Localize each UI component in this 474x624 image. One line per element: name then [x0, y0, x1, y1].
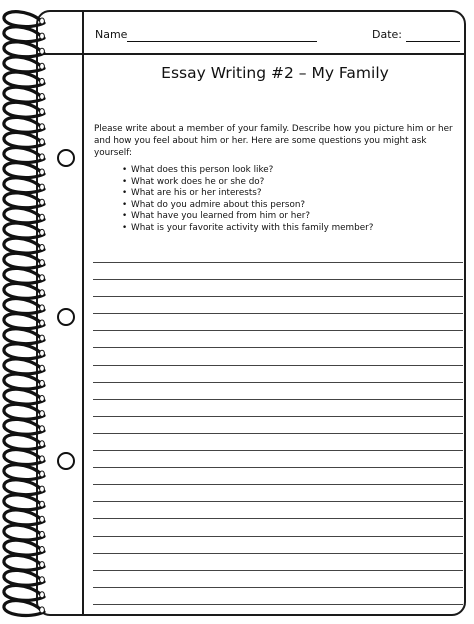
- writing-line: [93, 484, 463, 485]
- spiral-coil: [4, 510, 44, 525]
- spiral-coil: [4, 585, 44, 600]
- binding-hole: [40, 18, 45, 24]
- name-field[interactable]: [127, 41, 317, 42]
- writing-line: [93, 450, 463, 451]
- binding-hole: [40, 547, 45, 553]
- binding-hole: [40, 335, 45, 341]
- page-title: Essay Writing #2 – My Family: [161, 64, 389, 82]
- writing-line: [93, 570, 463, 571]
- spiral-coil: [4, 57, 44, 72]
- binding-hole: [40, 501, 45, 507]
- binding-hole: [40, 124, 45, 130]
- binding-hole: [40, 229, 45, 235]
- binding-hole: [40, 396, 45, 402]
- binding-hole: [40, 199, 45, 205]
- binding-hole: [40, 380, 45, 386]
- spiral-coil: [4, 132, 44, 147]
- question-text: What are his or her interests?: [131, 188, 262, 199]
- writing-line: [93, 382, 463, 383]
- spiral-coil: [4, 525, 44, 540]
- binding-hole: [40, 290, 45, 296]
- binding-hole: [40, 275, 45, 281]
- date-field[interactable]: [406, 41, 460, 42]
- binding-hole: [40, 260, 45, 266]
- date-label: Date:: [372, 28, 402, 41]
- spiral-coil: [4, 283, 44, 298]
- spiral-binding: [0, 0, 80, 624]
- spiral-coil: [4, 27, 44, 42]
- binding-hole: [40, 592, 45, 598]
- question-text: What do you admire about this person?: [131, 199, 306, 210]
- writing-line: [93, 262, 463, 263]
- spiral-coil: [4, 193, 44, 208]
- writing-line: [93, 399, 463, 400]
- binding-hole: [40, 48, 45, 54]
- spiral-coil: [4, 465, 44, 480]
- spiral-coil: [4, 148, 44, 163]
- spiral-coil: [4, 374, 44, 389]
- binding-hole: [40, 516, 45, 522]
- question-text: What does this person look like?: [131, 165, 274, 175]
- spiral-coil: [4, 42, 44, 57]
- spiral-coil: [4, 268, 44, 283]
- binding-hole: [40, 305, 45, 311]
- spiral-coil: [4, 208, 44, 223]
- spiral-coil: [4, 163, 44, 178]
- binding-hole: [40, 320, 45, 326]
- question-text: What is your favorite activity with this family member?: [131, 222, 374, 233]
- writing-line: [93, 330, 463, 331]
- spiral-coil: [4, 404, 44, 419]
- writing-line: [93, 433, 463, 434]
- binding-hole: [40, 139, 45, 145]
- spiral-coil: [4, 389, 44, 404]
- spiral-coil: [4, 238, 44, 253]
- spiral-coil: [4, 329, 44, 344]
- question-item: • What have you learned from him or her?: [122, 211, 311, 222]
- question-item: • What does this person look like?: [122, 165, 274, 175]
- writing-line: [93, 467, 463, 468]
- writing-line: [93, 604, 463, 605]
- writing-line: [93, 347, 463, 348]
- binding-hole: [40, 411, 45, 417]
- binding-hole: [40, 109, 45, 115]
- spiral-coil: [4, 495, 44, 510]
- margin-rule: [82, 10, 84, 616]
- binding-hole: [40, 456, 45, 462]
- spiral-coil: [4, 601, 44, 616]
- question-text: What have you learned from him or her?: [131, 211, 311, 222]
- punched-hole: [58, 150, 74, 166]
- spiral-coil: [4, 359, 44, 374]
- spiral-coil: [4, 555, 44, 570]
- binding-hole: [40, 184, 45, 190]
- binding-hole: [40, 441, 45, 447]
- spiral-coil: [4, 480, 44, 495]
- binding-hole: [40, 607, 45, 613]
- binding-hole: [40, 350, 45, 356]
- spiral-coil: [4, 570, 44, 585]
- writing-line: [93, 518, 463, 519]
- binding-hole: [40, 365, 45, 371]
- binding-hole: [40, 154, 45, 160]
- spiral-coil: [4, 87, 44, 102]
- spiral-coil: [4, 223, 44, 238]
- spiral-coil: [4, 540, 44, 555]
- binding-hole: [40, 169, 45, 175]
- binding-hole: [40, 245, 45, 251]
- writing-line: [93, 501, 463, 502]
- question-text: What work does he or she do?: [131, 176, 265, 187]
- spiral-coil: [4, 253, 44, 268]
- binding-hole: [40, 531, 45, 537]
- binding-hole: [40, 426, 45, 432]
- punched-hole: [58, 309, 74, 325]
- spiral-coil: [4, 12, 44, 27]
- spiral-coil: [4, 72, 44, 87]
- writing-line: [93, 365, 463, 366]
- binding-hole: [40, 486, 45, 492]
- writing-line: [93, 536, 463, 537]
- question-list: [122, 165, 373, 235]
- writing-line: [93, 296, 463, 297]
- header-rule: [36, 53, 466, 55]
- spiral-coil: [4, 344, 44, 359]
- spiral-coil: [4, 419, 44, 434]
- binding-hole: [40, 63, 45, 69]
- spiral-coil: [4, 314, 44, 329]
- binding-hole: [40, 577, 45, 583]
- binding-hole: [40, 471, 45, 477]
- binding-hole: [40, 562, 45, 568]
- writing-line: [93, 587, 463, 588]
- punched-hole: [58, 453, 74, 469]
- question-item: • What work does he or she do?: [122, 176, 265, 187]
- binding-hole: [40, 33, 45, 39]
- spiral-coil: [4, 102, 44, 117]
- spiral-coil: [4, 178, 44, 193]
- spiral-coil: [4, 434, 44, 449]
- binding-hole: [40, 78, 45, 84]
- question-item: • What is your favorite activity with this family member?: [122, 222, 374, 233]
- binding-hole: [40, 94, 45, 100]
- binding-hole: [40, 214, 45, 220]
- spiral-coil: [4, 450, 44, 465]
- writing-line: [93, 553, 463, 554]
- spiral-coil: [4, 117, 44, 132]
- instructions-text: Please write about a member of your family. Describe how you picture him or her and how you feel about him or her. Here are some questions you might ask yourself:: [94, 124, 453, 158]
- writing-area[interactable]: [93, 262, 463, 621]
- writing-line: [93, 416, 463, 417]
- writing-line: [93, 279, 463, 280]
- name-label: Name: [95, 28, 128, 41]
- writing-line: [93, 313, 463, 314]
- question-item: • What are his or her interests?: [122, 188, 262, 199]
- question-item: • What do you admire about this person?: [122, 199, 306, 210]
- spiral-coil: [4, 299, 44, 314]
